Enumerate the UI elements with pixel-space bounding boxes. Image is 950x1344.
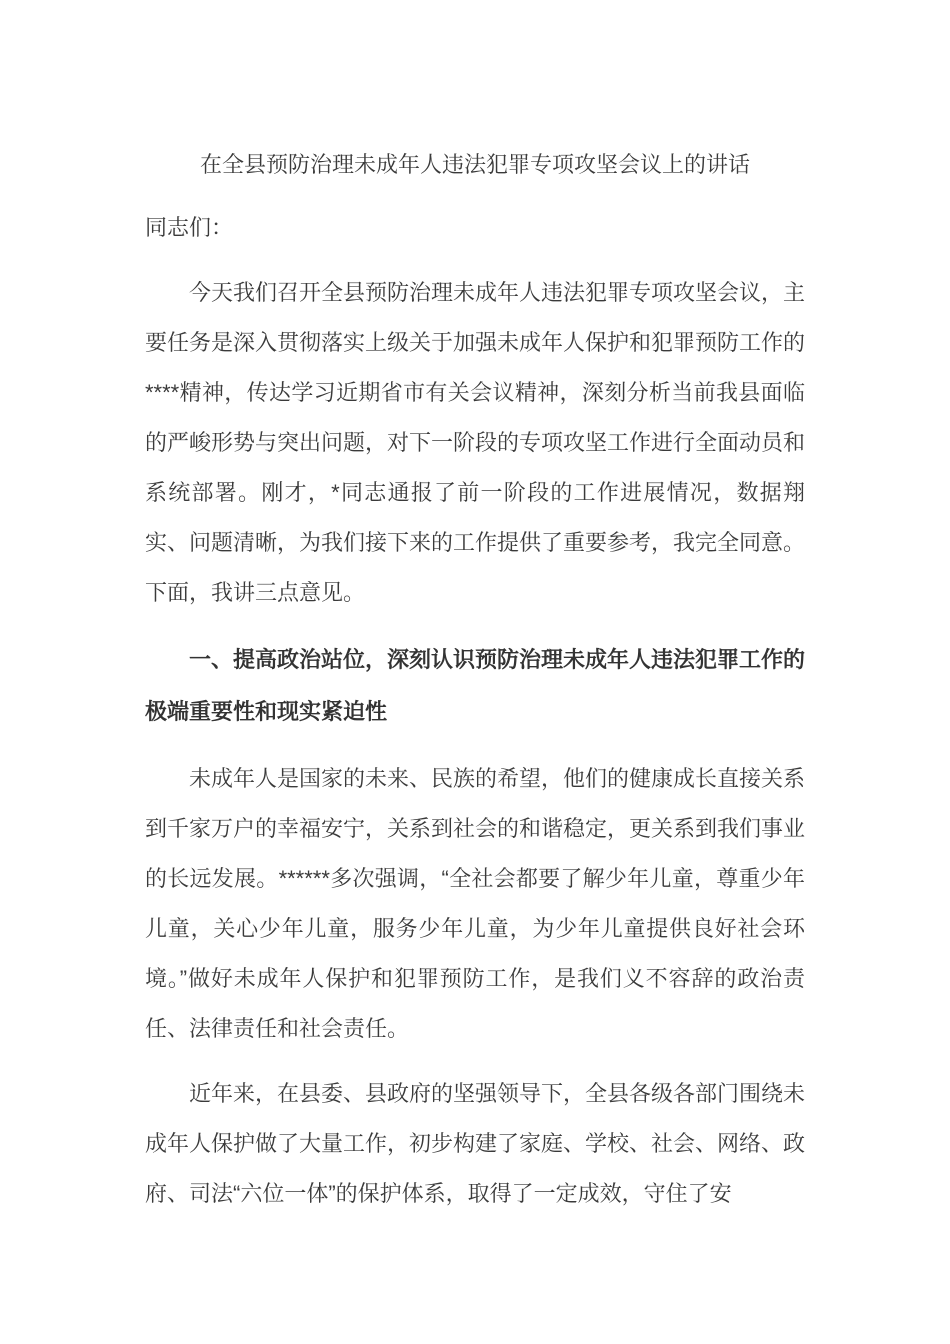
section-heading-1: 一、提高政治站位，深刻认识预防治理未成年人违法犯罪工作的极端重要性和现实紧迫性 [145, 647, 806, 724]
paragraph-meeting-intro: 今天我们召开全县预防治理未成年人违法犯罪专项攻坚会议，主要任务是深入贯彻落实上级关于加强未成年人保护和犯罪预防工作的****精神，传达学习近期省市有关会议精神，深刻分析当前我县面临的严峻形势与突出问题，对下一阶段的专项攻坚工作进行全面动员和系统部署。刚才，*同志通报了前一阶段的工作进展情况，数据翔实、问题清晰，为我们接下来的工作提供了重要参考，我完全同意。下面，我讲三点意见。 [145, 280, 806, 605]
paragraph-recent-years: 近年来，在县委、县政府的坚强领导下，全县各级各部门围绕未成年人保护做了大量工作，初步构建了家庭、学校、社会、网络、政府、司法“六位一体”的保护体系，取得了一定成效，守住了安 [145, 1081, 806, 1206]
document-title: 在全县预防治理未成年人违法犯罪专项攻坚会议上的讲话 [199, 152, 750, 177]
paragraph-importance: 未成年人是国家的未来、民族的希望，他们的健康成长直接关系到千家万户的幸福安宁，关系到社会的和谐稳定，更关系到我们事业的长远发展。******多次强调，“全社会都要了解少年儿童，尊重少年儿童，关心少年儿童，服务少年儿童，为少年儿童提供良好社会环境。”做好未成年人保护和犯罪预防工作，是我们义不容辞的政治责任、法律责任和社会责任。 [145, 766, 806, 1041]
salutation: 同志们： [145, 215, 234, 240]
